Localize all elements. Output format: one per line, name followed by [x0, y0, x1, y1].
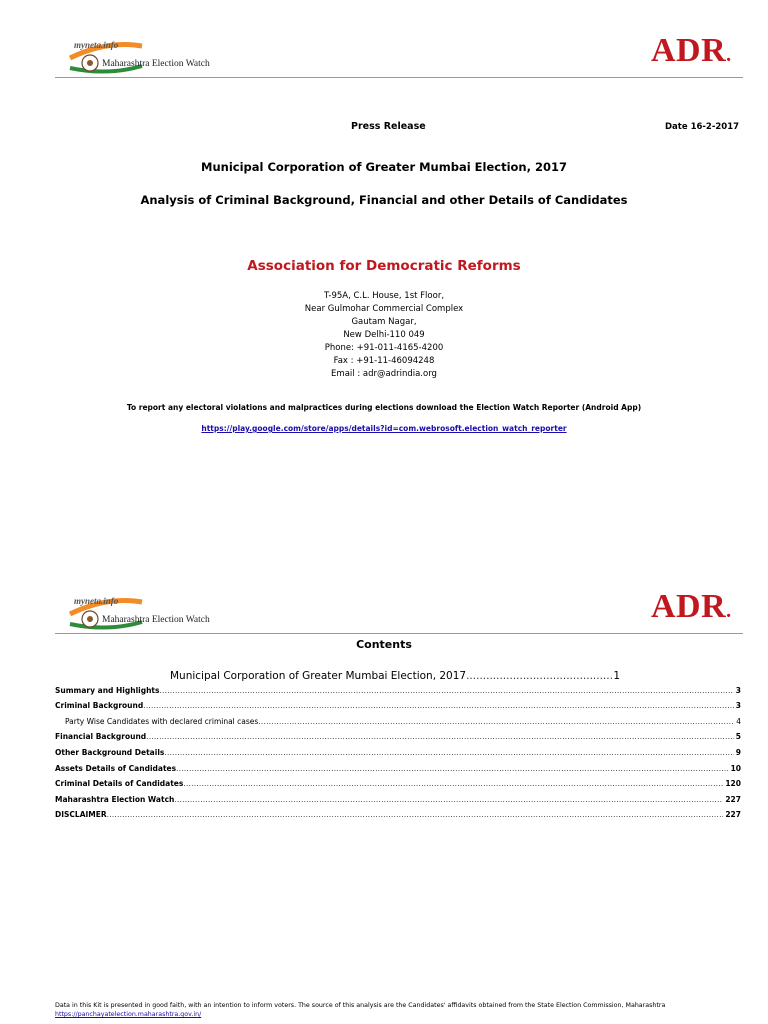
toc-leader: [143, 701, 734, 710]
address-line: T-95A, C.L. House, 1st Floor,: [323, 291, 445, 301]
toc-page: 227: [725, 810, 741, 819]
address-line: Gautam Nagar,: [351, 317, 417, 327]
footer-text: Data in this Kit is presented in good faith, with an intention to inform voters. The source of this analysis are the Candidates' affidavits obtained from the State Election Commission, Maharashtra: [55, 1002, 666, 1009]
toc-entry-assets[interactable]: [55, 764, 741, 776]
toc-entry-financial[interactable]: [55, 732, 741, 744]
email-line: Email : adr@adrindia.org: [331, 369, 437, 379]
election-watch-reporter-link[interactable]: https://play.google.com/store/apps/details?id=com.webrosoft.election_watch_reporter: [201, 424, 567, 433]
adr-logo-text: ADR: [651, 32, 727, 69]
myneta-script: myneta.info: [74, 596, 119, 606]
toc-entry-other-background[interactable]: [55, 748, 741, 760]
adr-logo-dot: .: [726, 600, 732, 622]
adr-logo-dot: .: [726, 44, 732, 66]
toc-label: Criminal Background: [55, 701, 144, 710]
toc-entry-summary[interactable]: [55, 686, 741, 698]
toc-page: 4: [736, 717, 741, 726]
toc-entry-mew[interactable]: [55, 795, 741, 807]
report-title: Municipal Corporation of Greater Mumbai Election, 2017: [201, 160, 567, 174]
toc-leader: [146, 732, 734, 741]
header-rule: [55, 77, 743, 78]
adr-logo: [651, 34, 732, 68]
toc-leader: [159, 686, 733, 695]
toc-entry-criminal-background[interactable]: [55, 701, 741, 713]
toc-entry-criminal-details[interactable]: [55, 779, 741, 791]
toc-leader: [176, 764, 728, 773]
toc-entry-disclaimer[interactable]: [55, 810, 741, 822]
toc-label: Summary and Highlights: [55, 686, 160, 695]
adr-logo-page2: [651, 590, 732, 624]
myneta-script: myneta.info: [74, 40, 119, 50]
toc-leader: [466, 670, 613, 682]
address-block: [0, 290, 768, 381]
adr-logo-text: ADR: [651, 588, 727, 625]
fax-line: Fax : +91-11-46094248: [333, 356, 435, 366]
report-subtitle: Analysis of Criminal Background, Financial and other Details of Candidates: [140, 193, 628, 207]
report-violations-text: To report any electoral violations and malpractices during elections download the Election Watch Reporter (Android App): [126, 403, 642, 412]
contents-heading: Contents: [356, 638, 412, 651]
toc-page: 5: [735, 732, 741, 741]
toc-label: DISCLAIMER: [55, 810, 107, 819]
mew-logo: [62, 38, 242, 88]
toc-leader: [107, 810, 724, 819]
logo-label: Maharashtra Election Watch: [102, 615, 210, 625]
toc-page: 1: [613, 670, 620, 682]
report-link-wrap: [0, 416, 768, 435]
toc-label: Municipal Corporation of Greater Mumbai Election, 2017: [170, 670, 467, 682]
toc-label: Assets Details of Candidates: [55, 764, 177, 773]
toc-page: 227: [725, 795, 741, 804]
toc-entry-party-wise[interactable]: [65, 717, 741, 729]
footer-link[interactable]: https://panchayatelection.maharashtra.gov.in/: [55, 1011, 202, 1018]
toc-leader: [164, 748, 733, 757]
toc-page: 9: [735, 748, 741, 757]
release-date: Date 16-2-2017: [665, 122, 740, 132]
address-line: Near Gulmohar Commercial Complex: [304, 304, 464, 314]
toc-label: Maharashtra Election Watch: [55, 795, 175, 804]
organization-name: Association for Democratic Reforms: [247, 258, 521, 274]
toc-label: Party Wise Candidates with declared criminal cases: [65, 717, 259, 726]
toc-main-entry[interactable]: [170, 670, 620, 682]
toc-page: 3: [735, 701, 741, 710]
logo-label: Maharashtra Election Watch: [102, 59, 210, 69]
address-line: New Delhi-110 049: [343, 330, 425, 340]
phone-line: Phone: +91-011-4165-4200: [324, 343, 444, 353]
toc-leader: [258, 717, 734, 726]
footer-note: [55, 1001, 745, 1019]
toc-page: 10: [730, 764, 741, 773]
header-rule-page2: [55, 633, 743, 634]
toc-label: Other Background Details: [55, 748, 165, 757]
toc-leader: [174, 795, 723, 804]
toc-page: 3: [735, 686, 741, 695]
press-release-label: Press Release: [351, 121, 426, 132]
toc-label: Financial Background: [55, 732, 147, 741]
toc-page: 120: [725, 779, 741, 788]
mew-logo-page2: [62, 594, 242, 644]
toc-label: Criminal Details of Candidates: [55, 779, 184, 788]
toc-leader: [183, 779, 723, 788]
